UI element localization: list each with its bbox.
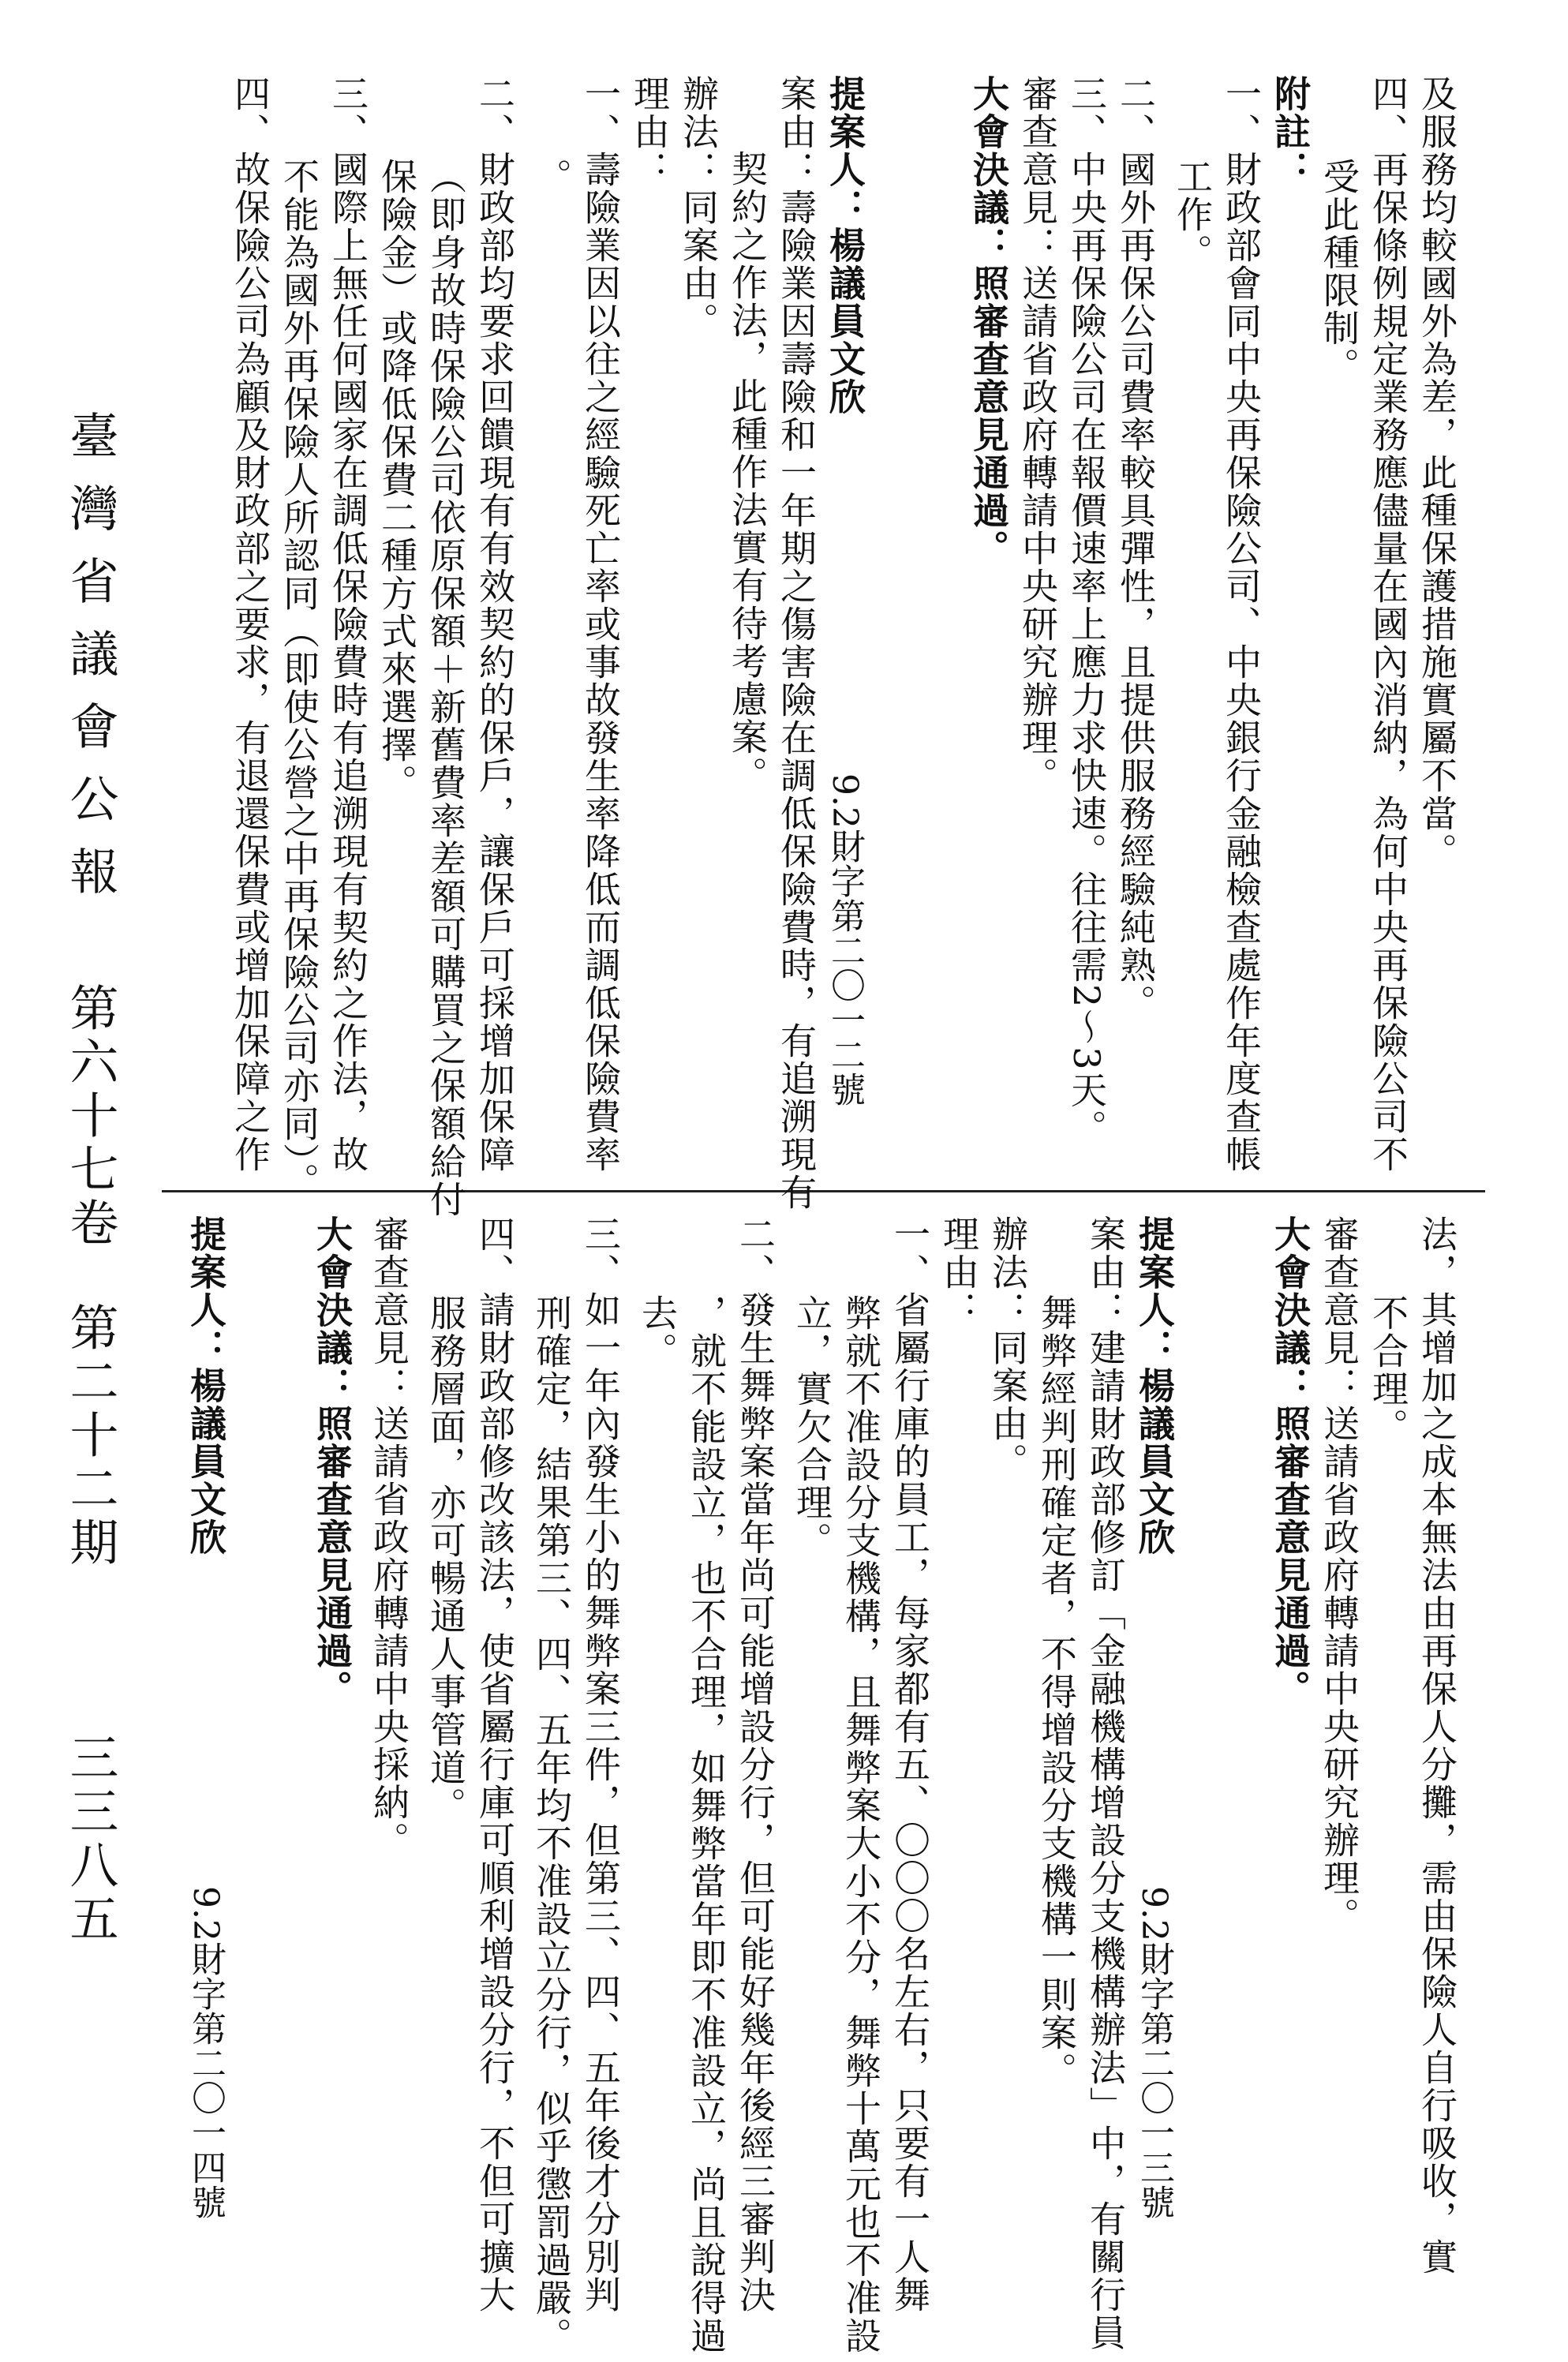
text-line: 法，其增加之成本無法由再保人分攤，需由保險人自行吸收，實 xyxy=(1416,1215,1458,2276)
text-line: 一、財政部會同中央再保險公司、中央銀行金融檢查處作年度查帳 xyxy=(1220,75,1263,1174)
text-line: 受此種限制。 xyxy=(1318,158,1360,385)
reason-item: 四、請財政部修改該法，使省屬行庫可順利增設分行，不但可擴大 xyxy=(473,1215,516,2314)
reason-item: 去。 xyxy=(636,1294,679,1370)
page-number: 三三八五 xyxy=(62,1732,119,1947)
proposer: 提案人：楊議員文欣 xyxy=(824,75,866,416)
section-divider xyxy=(162,1190,1485,1192)
proposer: 提案人：楊議員文欣 xyxy=(1133,1215,1176,1556)
reason-label: 理由： xyxy=(628,75,671,189)
reason-item: 保險金）或降低保費二種方式來選擇。 xyxy=(376,158,418,802)
text-line: 及服務均較國外為差，此種保護措施實屬不當。 xyxy=(1416,75,1458,870)
proposer: 提案人：楊議員文欣 xyxy=(185,1215,227,1556)
case-line: 舞弊經判刑確定者，不得增設分支機構一則案。 xyxy=(1035,1294,1078,2090)
document-number: 9.2財字第二〇一四號 xyxy=(185,1886,226,2219)
reason-item: 。 xyxy=(530,158,573,196)
appendix-label: 附註： xyxy=(1269,75,1312,189)
reason-item: 三、如一年內發生小的舞弊案三件，但第三、四、五年後才分別判 xyxy=(579,1215,622,2314)
text-line: 工作。 xyxy=(1171,158,1214,271)
review-opinion: 審查意見：送請省政府轉請中央研究辦理。 xyxy=(1318,1215,1360,1935)
reason-item: 一、省屬行庫的員工，每家都有五、〇〇〇名左右，只要有一人舞 xyxy=(889,1215,931,2314)
assembly-resolution: 大會決議：照審查意見通過。 xyxy=(311,1215,354,1708)
reason-item: 立，實欠合理。 xyxy=(791,1294,833,1559)
text-line: 二、國外再保公司費率較具彈性，且提供服務經驗純熟。 xyxy=(1114,75,1157,1022)
assembly-resolution: 大會決議：照審查意見通過。 xyxy=(1269,1215,1312,1708)
document-number: 9.2財字第二〇一三號 xyxy=(1134,1886,1174,2219)
volume-label: 第六十七卷 xyxy=(62,983,119,1251)
reason-item: 服務層面，亦可暢通人事管道。 xyxy=(425,1294,467,1825)
reason-item: 四、故保險公司為顧及財政部之要求，有退還保費或增加保障之作 xyxy=(229,75,271,1174)
reason-item: 三、國際上無任何國家在調低保險費時有追溯現有契約之作法，故 xyxy=(327,75,369,1174)
reason-item: 一、壽險業因以往之經驗死亡率或事故發生率降低而調低保險費率 xyxy=(579,75,622,1174)
document-number: 9.2財字第二〇一二號 xyxy=(825,773,865,1106)
review-opinion: 審查意見：送請省政府轉請中央採納。 xyxy=(368,1215,410,1859)
method-line: 辦法：同案由。 xyxy=(677,75,720,340)
case-line: 案由：建請財政部修訂「金融機構增設分支機構辦法」中，有關行員 xyxy=(1084,1215,1127,2352)
reason-item: 二、發生舞弊案當年尚可能增設分行，但可能好幾年後經三審判決 xyxy=(734,1215,777,2314)
text-line: 不合理。 xyxy=(1367,1294,1409,1446)
assembly-resolution: 大會決議：照審查意見通過。 xyxy=(967,75,1010,567)
journal-title: 臺灣省議會公報 xyxy=(62,410,119,919)
reason-item: 不能為國外再保險人所認同（即使公營之中再保險公司亦同）。 xyxy=(278,158,320,1200)
case-line: 案由：壽險業因壽險和一年期之傷害險在調低保險費時，有追溯現有 xyxy=(775,75,818,1211)
reason-label: 理由： xyxy=(937,1215,980,1329)
method-line: 辦法：同案由。 xyxy=(986,1215,1029,1480)
case-line: 契約之作法，此種作法實有待考慮案。 xyxy=(726,150,769,794)
reason-item: 刑確定，結果第三、四、五年均不准設立分行，似乎懲罰過嚴。 xyxy=(530,1294,573,2355)
reason-item: ，就不能設立，也不合理，如舞弊當年即不准設立，尚且說得過 xyxy=(685,1294,728,2355)
issue-label: 第二十二期 xyxy=(62,1302,119,1570)
text-line: 三、中央再保險公司在報價速率上應力求快速。往往需2～3天。 xyxy=(1065,75,1108,1147)
review-opinion: 審查意見：送請省政府轉請中央研究辦理。 xyxy=(1016,75,1059,795)
reason-item: 弊就不准設分支機構，且舞弊案大小不分，舞弊十萬元也不准設 xyxy=(840,1294,882,2355)
text-line: 四、再保條例規定業務應儘量在國內消納，為何中央再保險公司不 xyxy=(1367,75,1409,1174)
reason-item: （即身故時保險公司依原保額＋新舊費率差額可購買之保額給付 xyxy=(425,158,467,1218)
reason-item: 二、財政部均要求回饋現有有效契約的保戶，讓保戶可採增加保障 xyxy=(473,75,516,1174)
